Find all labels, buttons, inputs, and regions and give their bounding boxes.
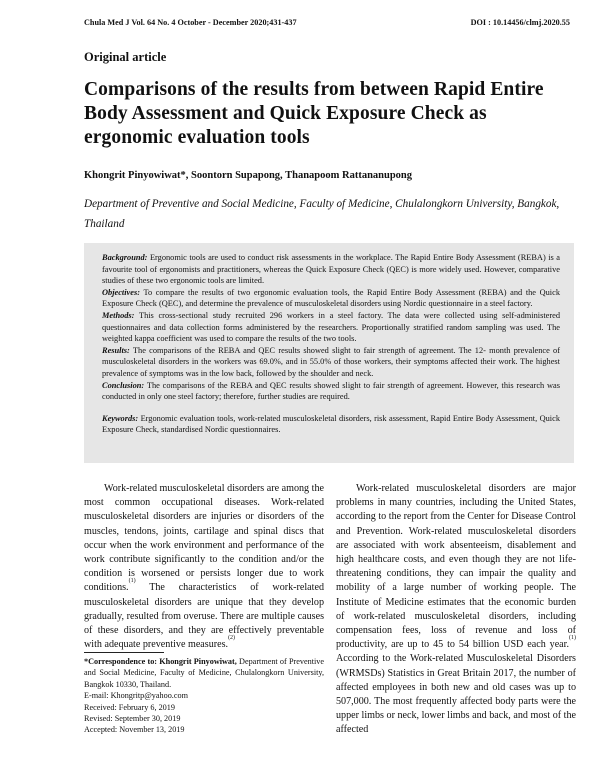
body-column-right: [336, 482, 576, 738]
abstract-box: [84, 243, 574, 463]
background-label: Background:: [102, 253, 148, 262]
keywords-text: Ergonomic evaluation tools, work-related musculoskeletal disorders, risk assessment, Rapid Entire Body Assessment, Quick Exposure Check, standardised Nordic questionnaires.: [102, 413, 560, 435]
methods-label: Methods:: [102, 310, 135, 320]
abstract-results: [102, 345, 560, 380]
results-text: The comparisons of the REBA and QEC results showed slight to fair strength of agreement. The 12- month prevalence of musculoskeletal disorders in the workers was 69.0%, and in 55.0% of those workers, their symptoms affected their work. The highest prevalence of symptoms was in the low back, followed by the shoulder and neck.: [102, 345, 561, 378]
abstract-conclusion: [102, 380, 560, 403]
conclusion-label: Conclusion:: [102, 380, 145, 390]
running-header: [84, 18, 570, 27]
affiliation: Department of Preventive and Social Medicine, Faculty of Medicine, Chulalongkorn University, Bangkok, Thailand: [84, 198, 560, 230]
date-revised: Revised: September 30, 2019: [84, 714, 181, 724]
methods-text: This cross-sectional study recruited 296 workers in a steel factory. The data were collected using self-administered questionnaires and data collection forms administered by the researchers. Proportionally stratified random sampling was used. The weighted kappa coefficient was used to compare the results of the two tools.: [102, 310, 560, 344]
doi: DOI : 10.14456/clmj.2020.55: [470, 18, 570, 27]
abstract-objectives: [102, 287, 560, 310]
correspondence-email: E-mail: Khongritp@yahoo.com: [84, 691, 188, 701]
citation-ref: (1): [569, 635, 576, 642]
intro-paragraph-1: [84, 482, 324, 652]
conclusion-text: The comparisons of the REBA and QEC results showed slight to fair strength of agreement. However, this research was conducted in only one steel factory; therefore, further studies are required.: [102, 380, 560, 402]
intro-paragraph-2: [336, 482, 576, 738]
citation-ref: (1): [128, 578, 136, 585]
abstract-methods: [102, 310, 560, 345]
objectives-label: Objectives:: [102, 287, 140, 297]
abstract-keywords: [102, 413, 560, 436]
citation-ref: (2): [228, 635, 236, 642]
correspondence-address: Department of Preventive and Social Medicine, Faculty of Medicine, Chulalongkorn University, Bangkok 10330, Thailand.: [84, 657, 325, 689]
correspondence-footnote: [84, 656, 324, 736]
intro-p2-text-b: According to the Work-related Musculoskeletal Disorders (WRMSDs) Statistics in Great Britain 2017, the number of affected employees in both new and old cases was up to 507,000. The most frequently affected body parts were the upper limbs or neck, lower limbs and back, and most of the affected: [336, 653, 576, 736]
body-column-left: [84, 482, 324, 652]
date-accepted: Accepted: November 13, 2019: [84, 725, 185, 735]
abstract-background: [102, 252, 560, 287]
footnote-divider: [84, 652, 164, 653]
intro-p1-text-b: The characteristics of work-related musculoskeletal disorders are unique that they develop gradually, resulted from overuse. There are multiple causes of these disorders, and they are effectively preventable with adequate preventive measures.: [84, 582, 324, 651]
background-text: Ergonomic tools are used to conduct risk assessments in the workplace. The Rapid Entire Body Assessment (REBA) is a favourite tool of ergonomists and practitioners, whereas the Quick Exposure Check (QEC) is more widely used. However, comparative studies of these two ergonomic tools are limited.: [102, 253, 560, 286]
article-title: Comparisons of the results from between Rapid Entire Body Assessment and Quick Exposure Check as ergonomic evaluation tools: [84, 79, 544, 148]
intro-p2-text-a: Work-related musculoskeletal disorders are major problems in many countries, including the United States, according to the report from the Center for Disease Control and Prevention. Work-related musculoskeletal disorders are associated with work absenteeism, disablement and high healthcare costs, and even though they are not life-threatening conditions, they can impair the quality and mobility of a large number of working people. The Institute of Medicine estimates that the economic burden of work-related musculoskeletal disorders, including compensation fees, loss of revenue and loss of productivity, are up to 45 to 54 billion USD each year.: [336, 483, 576, 651]
author-list: Khongrit Pinyowiwat*, Soontorn Supapong, Thanapoom Rattananupong: [84, 170, 413, 181]
article-type: Original article: [84, 50, 167, 64]
intro-p1-text-a: Work-related musculoskeletal disorders are among the most common occupational diseases. Work-related musculoskeletal disorders are injuries or disorders of the muscles, tendons, joints, cartilage and spinal discs that occur when the work environment and performance of the work contribute significantly to the condition and/or the condition is worsened or persists longer due to work conditions.: [84, 483, 324, 594]
journal-citation: Chula Med J Vol. 64 No. 4 October - December 2020;431-437: [84, 18, 297, 27]
keywords-label: Keywords:: [102, 413, 139, 423]
objectives-text: To compare the results of two ergonomic evaluation tools, the Rapid Entire Body Assessment (REBA) and the Quick Exposure Check (QEC), and determine the prevalence of musculoskeletal disorders using Nordic questionnaire in a steel factory.: [102, 287, 560, 309]
results-label: Results:: [102, 345, 130, 355]
correspondence-head: *Correspondence to: Khongrit Pinyowiwat,: [84, 657, 237, 666]
date-received: Received: February 6, 2019: [84, 702, 175, 712]
